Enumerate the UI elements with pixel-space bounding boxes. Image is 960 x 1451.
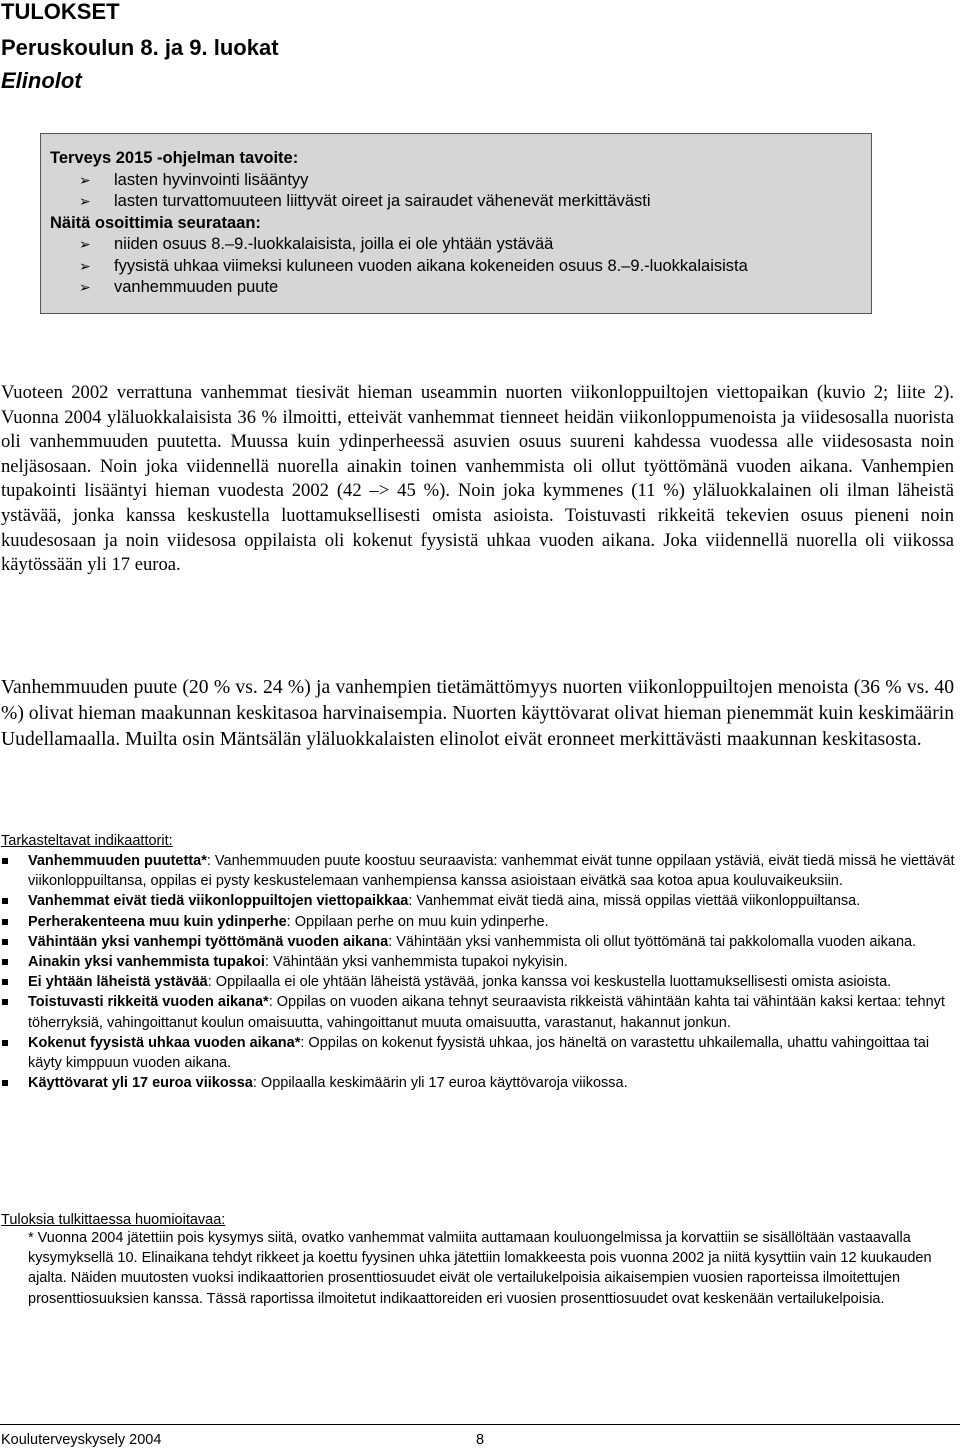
page-title: TULOKSET [1, 0, 120, 24]
footer-divider [0, 1424, 960, 1425]
definition-text: : Vanhemmat eivät tiedä aina, missä oppilas viettää viikonloppuiltansa. [408, 893, 861, 910]
body-paragraph: Vanhemmuuden puute (20 % vs. 24 %) ja vanhempien tietämättömyys nuorten viikonloppuiltojen menoista (36 % vs. 40 %) olivat hieman maakunnan keskitasoa harvinaisempia. Nuorten käyttövarat olivat hieman pienemmät kuin keskimäärin Uudellamaalla. Muilta osin Mäntsälän yläluokkalaisten elinolot eivät eronneet merkittävästi maakunnan keskitasosta. [1, 677, 954, 750]
indicators-list [50, 234, 871, 299]
square-bullet-icon [2, 858, 8, 864]
definition-term: Vanhemmat eivät tiedä viikonloppuiltojen viettopaikkaa [28, 893, 409, 910]
square-bullet-icon [2, 999, 8, 1005]
definition-text: : Oppilas on kokenut fyysistä uhkaa, jos häneltä on varastettu uhkailemalla, uhattu vahingoittaa tai käyty kimppuun vuoden aikana. [28, 1034, 930, 1072]
definition-item [0, 1033, 958, 1073]
definition-item [0, 952, 958, 972]
definition-text: : Oppilaalla keskimäärin yli 17 euroa käyttövaroja viikossa. [252, 1075, 628, 1092]
square-bullet-icon [2, 898, 8, 904]
goals-box [40, 133, 872, 314]
square-bullet-icon [2, 979, 8, 985]
goal-item [50, 191, 871, 213]
goal-text: lasten turvattomuuteen liittyvät oireet ja sairaudet vähenevät merkittävästi [114, 192, 651, 210]
definition-item [0, 992, 958, 1032]
arrowhead-bullet-icon: ➢ [79, 171, 91, 188]
square-bullet-icon [2, 959, 8, 965]
definition-item [0, 972, 958, 992]
definition-text: : Oppilaalla ei ole yhtään läheistä ystävää, jonka kanssa voi keskustella luottamuksellisesti omista asioista. [207, 974, 892, 991]
definition-item [0, 932, 958, 952]
indicator-item [50, 256, 871, 278]
definition-text: : Oppilas on vuoden aikana tehnyt seuraavista rikkeistä vähintään kahta tai vähintään kaksi kertaa: tehnyt töherryksiä, vahingoittanut koulun omaisuutta, vahingoittanut muuta omaisuutta, varastanut, hakannut jonkun. [28, 994, 945, 1031]
definition-text: : Oppilaan perhe on muu kuin ydinperhe. [286, 913, 549, 930]
indicator-text: fyysistä uhkaa viimeksi kuluneen vuoden aikana kokeneiden osuus 8.–9.-luokkalaisista [114, 256, 748, 275]
arrowhead-bullet-icon: ➢ [79, 236, 91, 252]
goal-text: lasten hyvinvointi lisääntyy [114, 170, 309, 189]
definition-term: Ainakin yksi vanhemmista tupakoi [28, 954, 265, 971]
definition-term: Käyttövarat yli 17 euroa viikossa [28, 1075, 253, 1092]
square-bullet-icon [2, 1080, 8, 1086]
notes-heading: Tuloksia tulkittaessa huomioitavaa: [1, 1212, 226, 1228]
definition-term: Vähintään yksi vanhempi työttömänä vuoden aikana [28, 933, 389, 950]
section-title: Elinolot [1, 68, 82, 93]
definition-item [0, 891, 958, 911]
definition-term: Kokenut fyysistä uhkaa vuoden aikana* [28, 1034, 301, 1051]
definition-text: : Vähintään yksi vanhemmista oli ollut työttömänä tai pakkolomalla vuoden aikana. [388, 933, 917, 950]
indicator-item [50, 277, 871, 299]
arrowhead-bullet-icon: ➢ [79, 193, 91, 209]
goals-heading: Terveys 2015 -ohjelman tavoite: [50, 149, 299, 167]
arrowhead-bullet-icon: ➢ [79, 257, 91, 274]
square-bullet-icon [2, 919, 8, 925]
notes-text: * Vuonna 2004 jätettiin pois kysymys siitä, ovatko vanhemmat valmiita auttamaan kouluongelmissa ja korvattiin se sisällöltään vastaavalla kysymyksellä 10. Elinaikana tehdyt rikkeet ja koettu fyysinen uhka jätettiin lomakkeesta pois vuonna 2002 ja niitä kysyttiin vain 12 kuukauden ajalta. Näiden muutosten vuoksi indikaattorien prosenttiosuudet eivät ole vertailukelpoisia aikaisempien vuosien raporteissa ilmoitettujen prosenttiosuuksien kanssa. Tässä raportissa ilmoitetut indikaattoreiden eri vuosien prosenttiosuudet ovat keskenään vertailukelpoisia. [28, 1230, 932, 1307]
page-number: 8 [476, 1432, 485, 1448]
indicator-definitions-list [0, 851, 958, 1093]
indicators-section-heading: Tarkasteltavat indikaattorit: [1, 833, 173, 849]
definition-term: Vanhemmuuden puutetta* [28, 853, 207, 869]
definition-text: : Vanhemmuuden puute koostuu seuraavista: vanhemmat eivät tunne oppilaan ystäviä, eivät tiedä missä he viettävät viikonloppuiltansa, oppilas ei pysty keskustelemaan vanhempiensa kanssa asioistaan eivätkä saa kotoa apua kouluvaikeuksiin. [28, 853, 955, 890]
indicator-text: niiden osuus 8.–9.-luokkalaisista, joilla ei ole yhtään ystävää [114, 235, 554, 253]
definition-term: Perherakenteena muu kuin ydinperhe [28, 913, 287, 930]
definition-term: Ei yhtään läheistä ystävää [28, 974, 208, 991]
page-subtitle: Peruskoulun 8. ja 9. luokat [1, 35, 279, 60]
body-paragraph: Vuoteen 2002 verrattuna vanhemmat tiesivät hieman useammin nuorten viikonloppuiltojen viettopaikan (kuvio 2; liite 2). Vuonna 2004 yläluokkalaisista 36 % ilmoitti, etteivät vanhemmat tienneet heidän viikonloppumenoista ja viidesosalla nuorista oli vanhemmuuden puutetta. Muussa kuin ydinperheessä asuvien osuus suureni kahdessa vuodessa alle viidesosasta noin neljäsosaan. Noin joka viidennellä nuorella ainakin toinen vanhemmista oli ollut työttömänä vuoden aikana. Vanhempien tupakointi lisääntyi hieman vuodesta 2002 (42 –> 45 %). Noin joka kymmenes (11 %) yläluokkalainen oli ilman läheistä ystävää, jonka kanssa keskustella luottamuksellisesti omista asioista. Toistuvasti rikkeitä tekevien osuus pieneni noin kuudesosaan ja noin viidesosa oppilaista oli kokenut fyysistä uhkaa vuoden aikana. Joka viidennellä nuorella oli viikossa käytössään yli 17 euroa. [1, 382, 954, 576]
indicator-item [50, 234, 871, 256]
indicators-heading: Näitä osoittimia seurataan: [50, 213, 261, 232]
goal-item [50, 170, 871, 192]
definition-term: Toistuvasti rikkeitä vuoden aikana* [28, 994, 269, 1011]
definition-item [0, 912, 958, 932]
footer-publication: Kouluterveyskysely 2004 [1, 1432, 162, 1448]
square-bullet-icon [2, 1040, 8, 1046]
square-bullet-icon [2, 939, 8, 945]
arrowhead-bullet-icon: ➢ [79, 279, 91, 295]
definition-text: : Vähintään yksi vanhemmista tupakoi nykyisin. [264, 954, 568, 971]
definition-item [0, 851, 958, 891]
definition-item [0, 1073, 958, 1093]
goals-list [50, 170, 871, 213]
indicator-text: vanhemmuuden puute [114, 278, 279, 296]
